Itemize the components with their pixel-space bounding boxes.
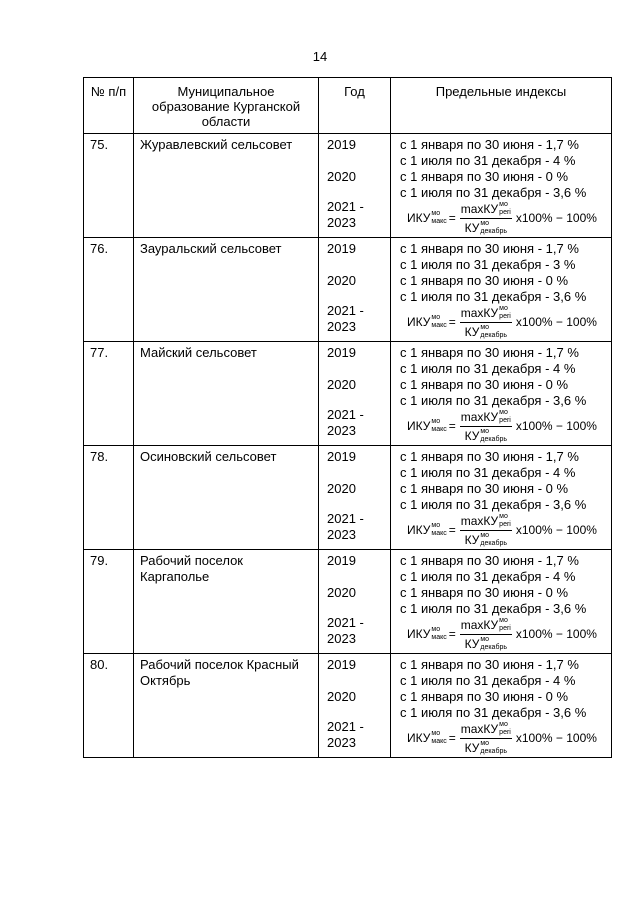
- formula-tail: х100% − 100%: [515, 419, 597, 433]
- header-indices: Предельные индексы: [391, 78, 612, 134]
- formula-fraction: [460, 409, 512, 444]
- index-line: с 1 июля по 31 декабря - 4 %: [400, 153, 576, 168]
- index-line: с 1 июля по 31 декабря - 4 %: [400, 361, 576, 376]
- formula-lhs-sup: мо: [431, 730, 441, 737]
- formula-den-sup: мо: [480, 219, 490, 227]
- year-2019: 2019: [327, 137, 356, 152]
- row-indices: [391, 446, 612, 550]
- formula-lhs-sub: макс: [431, 530, 447, 537]
- row-municipality: Майский сельсовет: [134, 342, 319, 446]
- index-line: с 1 июля по 31 декабря - 3,6 %: [400, 393, 587, 408]
- formula-num-sup: мо: [499, 304, 508, 312]
- formula-denominator: КУ: [464, 740, 480, 755]
- index-line: с 1 июля по 31 декабря - 3,6 %: [400, 705, 587, 720]
- table-row: [84, 654, 612, 758]
- year-2019: 2019: [327, 345, 356, 360]
- formula-denominator: КУ: [464, 428, 480, 443]
- index-line: с 1 января по 30 июня - 0 %: [400, 585, 569, 600]
- formula-lhs-sub: макс: [431, 218, 447, 225]
- formula-tail: х100% − 100%: [515, 627, 597, 641]
- year-2019: 2019: [327, 449, 356, 464]
- index-line: с 1 июля по 31 декабря - 3,6 %: [400, 601, 587, 616]
- formula-equals: =: [448, 731, 456, 745]
- formula-den-sub: декабрь: [480, 747, 507, 755]
- index-line: с 1 июля по 31 декабря - 4 %: [400, 569, 576, 584]
- year-2020: 2020: [327, 273, 356, 288]
- formula-lhs-sub: макс: [431, 738, 447, 745]
- formula-num-sub: peri: [499, 520, 511, 528]
- header-num: № п/п: [84, 78, 134, 134]
- year-2020: 2020: [327, 585, 356, 600]
- formula-lhs-sub: макс: [431, 322, 447, 329]
- formula-equals: =: [448, 523, 456, 537]
- year-2019: 2019: [327, 553, 356, 568]
- year-range-end: 2023: [327, 215, 356, 230]
- formula-lhs: ИКУ: [407, 315, 431, 329]
- formula-denominator: КУ: [464, 324, 480, 339]
- formula-lhs: ИКУ: [407, 523, 431, 537]
- formula-numerator: maxКУ: [460, 513, 499, 528]
- year-2019: 2019: [327, 657, 356, 672]
- formula-lhs-sup: мо: [431, 210, 441, 217]
- index-line: с 1 января по 30 июня - 0 %: [400, 377, 569, 392]
- year-range-end: 2023: [327, 631, 356, 646]
- index-formula: [407, 304, 611, 339]
- row-indices: [391, 134, 612, 238]
- year-range-end: 2023: [327, 527, 356, 542]
- formula-den-sup: мо: [480, 323, 490, 331]
- formula-den-sup: мо: [480, 531, 490, 539]
- formula-den-sub: декабрь: [480, 435, 507, 443]
- formula-den-sup: мо: [480, 635, 490, 643]
- formula-tail: х100% − 100%: [515, 211, 597, 225]
- table-row: [84, 550, 612, 654]
- row-municipality: Рабочий поселок Красный Октябрь: [134, 654, 319, 758]
- row-number: 78.: [84, 446, 134, 550]
- row-indices: [391, 238, 612, 342]
- index-line: с 1 января по 30 июня - 0 %: [400, 169, 569, 184]
- header-year: Год: [319, 78, 391, 134]
- formula-equals: =: [448, 627, 456, 641]
- formula-fraction: [460, 617, 512, 652]
- formula-num-sup: мо: [499, 616, 508, 624]
- formula-den-sup: мо: [480, 427, 490, 435]
- table-row: [84, 342, 612, 446]
- year-range-end: 2023: [327, 319, 356, 334]
- formula-lhs-sup: мо: [431, 314, 441, 321]
- year-range-start: 2021 -: [327, 199, 364, 214]
- formula-lhs: ИКУ: [407, 627, 431, 641]
- index-line: с 1 июля по 31 декабря - 3,6 %: [400, 185, 587, 200]
- formula-numerator: maxКУ: [460, 721, 499, 736]
- index-formula: [407, 720, 611, 755]
- row-years: [319, 342, 391, 446]
- indices-table: [83, 77, 612, 758]
- formula-lhs-sup: мо: [431, 626, 441, 633]
- index-line: с 1 июля по 31 декабря - 3,6 %: [400, 497, 587, 512]
- index-line: с 1 января по 30 июня - 0 %: [400, 273, 569, 288]
- formula-lhs: ИКУ: [407, 211, 431, 225]
- year-range-end: 2023: [327, 423, 356, 438]
- year-range-end: 2023: [327, 735, 356, 750]
- year-2020: 2020: [327, 169, 356, 184]
- formula-denominator: КУ: [464, 636, 480, 651]
- formula-num-sub: peri: [499, 728, 511, 736]
- row-indices: [391, 342, 612, 446]
- row-municipality: Зауральский сельсовет: [134, 238, 319, 342]
- index-line: с 1 января по 30 июня - 1,7 %: [400, 449, 579, 464]
- formula-lhs: ИКУ: [407, 419, 431, 433]
- row-years: [319, 550, 391, 654]
- row-number: 77.: [84, 342, 134, 446]
- row-years: [319, 238, 391, 342]
- formula-den-sup: мо: [480, 739, 490, 747]
- index-formula: [407, 200, 611, 235]
- year-range-start: 2021 -: [327, 719, 364, 734]
- year-2020: 2020: [327, 481, 356, 496]
- formula-numerator: maxКУ: [460, 305, 499, 320]
- page-number: 14: [312, 49, 328, 64]
- year-range-start: 2021 -: [327, 511, 364, 526]
- table-row: [84, 446, 612, 550]
- year-range-start: 2021 -: [327, 303, 364, 318]
- table-row: [84, 238, 612, 342]
- formula-num-sub: peri: [499, 208, 511, 216]
- formula-num-sub: peri: [499, 624, 511, 632]
- formula-denominator: КУ: [464, 532, 480, 547]
- row-number: 75.: [84, 134, 134, 238]
- year-2020: 2020: [327, 377, 356, 392]
- row-indices: [391, 550, 612, 654]
- formula-den-sub: декабрь: [480, 227, 507, 235]
- year-range-start: 2021 -: [327, 407, 364, 422]
- row-indices: [391, 654, 612, 758]
- row-years: [319, 654, 391, 758]
- index-line: с 1 января по 30 июня - 1,7 %: [400, 553, 579, 568]
- row-municipality: Осиновский сельсовет: [134, 446, 319, 550]
- index-line: с 1 января по 30 июня - 0 %: [400, 481, 569, 496]
- formula-tail: х100% − 100%: [515, 315, 597, 329]
- formula-equals: =: [448, 315, 456, 329]
- row-number: 80.: [84, 654, 134, 758]
- formula-numerator: maxКУ: [460, 201, 499, 216]
- index-line: с 1 января по 30 июня - 1,7 %: [400, 345, 579, 360]
- index-line: с 1 июля по 31 декабря - 4 %: [400, 673, 576, 688]
- index-line: с 1 января по 30 июня - 1,7 %: [400, 137, 579, 152]
- table-body: [84, 134, 612, 758]
- formula-num-sup: мо: [499, 408, 508, 416]
- formula-fraction: [460, 721, 512, 756]
- formula-numerator: maxКУ: [460, 409, 499, 424]
- formula-den-sub: декабрь: [480, 643, 507, 651]
- formula-fraction: [460, 201, 512, 236]
- row-years: [319, 134, 391, 238]
- index-line: с 1 июля по 31 декабря - 3 %: [400, 257, 576, 272]
- formula-lhs-sub: макс: [431, 634, 447, 641]
- formula-num-sup: мо: [499, 512, 508, 520]
- index-line: с 1 января по 30 июня - 1,7 %: [400, 241, 579, 256]
- header-municipality: Муниципальное образование Курганской области: [134, 78, 319, 134]
- year-2020: 2020: [327, 689, 356, 704]
- index-formula: [407, 616, 611, 651]
- formula-lhs-sup: мо: [431, 522, 441, 529]
- formula-lhs: ИКУ: [407, 731, 431, 745]
- table-row: [84, 134, 612, 238]
- index-line: с 1 января по 30 июня - 1,7 %: [400, 657, 579, 672]
- formula-tail: х100% − 100%: [515, 731, 597, 745]
- year-range-start: 2021 -: [327, 615, 364, 630]
- row-number: 79.: [84, 550, 134, 654]
- formula-fraction: [460, 513, 512, 548]
- formula-denominator: КУ: [464, 220, 480, 235]
- index-formula: [407, 408, 611, 443]
- index-line: с 1 июля по 31 декабря - 3,6 %: [400, 289, 587, 304]
- formula-num-sub: peri: [499, 416, 511, 424]
- formula-equals: =: [448, 211, 456, 225]
- formula-lhs-sup: мо: [431, 418, 441, 425]
- formula-num-sup: мо: [499, 720, 508, 728]
- formula-equals: =: [448, 419, 456, 433]
- formula-numerator: maxКУ: [460, 617, 499, 632]
- row-municipality: Рабочий поселок Каргаполье: [134, 550, 319, 654]
- formula-den-sub: декабрь: [480, 539, 507, 547]
- row-years: [319, 446, 391, 550]
- year-2019: 2019: [327, 241, 356, 256]
- row-number: 76.: [84, 238, 134, 342]
- formula-num-sub: peri: [499, 312, 511, 320]
- formula-tail: х100% − 100%: [515, 523, 597, 537]
- row-municipality: Журавлевский сельсовет: [134, 134, 319, 238]
- index-line: с 1 января по 30 июня - 0 %: [400, 689, 569, 704]
- formula-fraction: [460, 305, 512, 340]
- formula-lhs-sub: макс: [431, 426, 447, 433]
- index-line: с 1 июля по 31 декабря - 4 %: [400, 465, 576, 480]
- index-formula: [407, 512, 611, 547]
- formula-num-sup: мо: [499, 200, 508, 208]
- table-header-row: [84, 78, 612, 134]
- formula-den-sub: декабрь: [480, 331, 507, 339]
